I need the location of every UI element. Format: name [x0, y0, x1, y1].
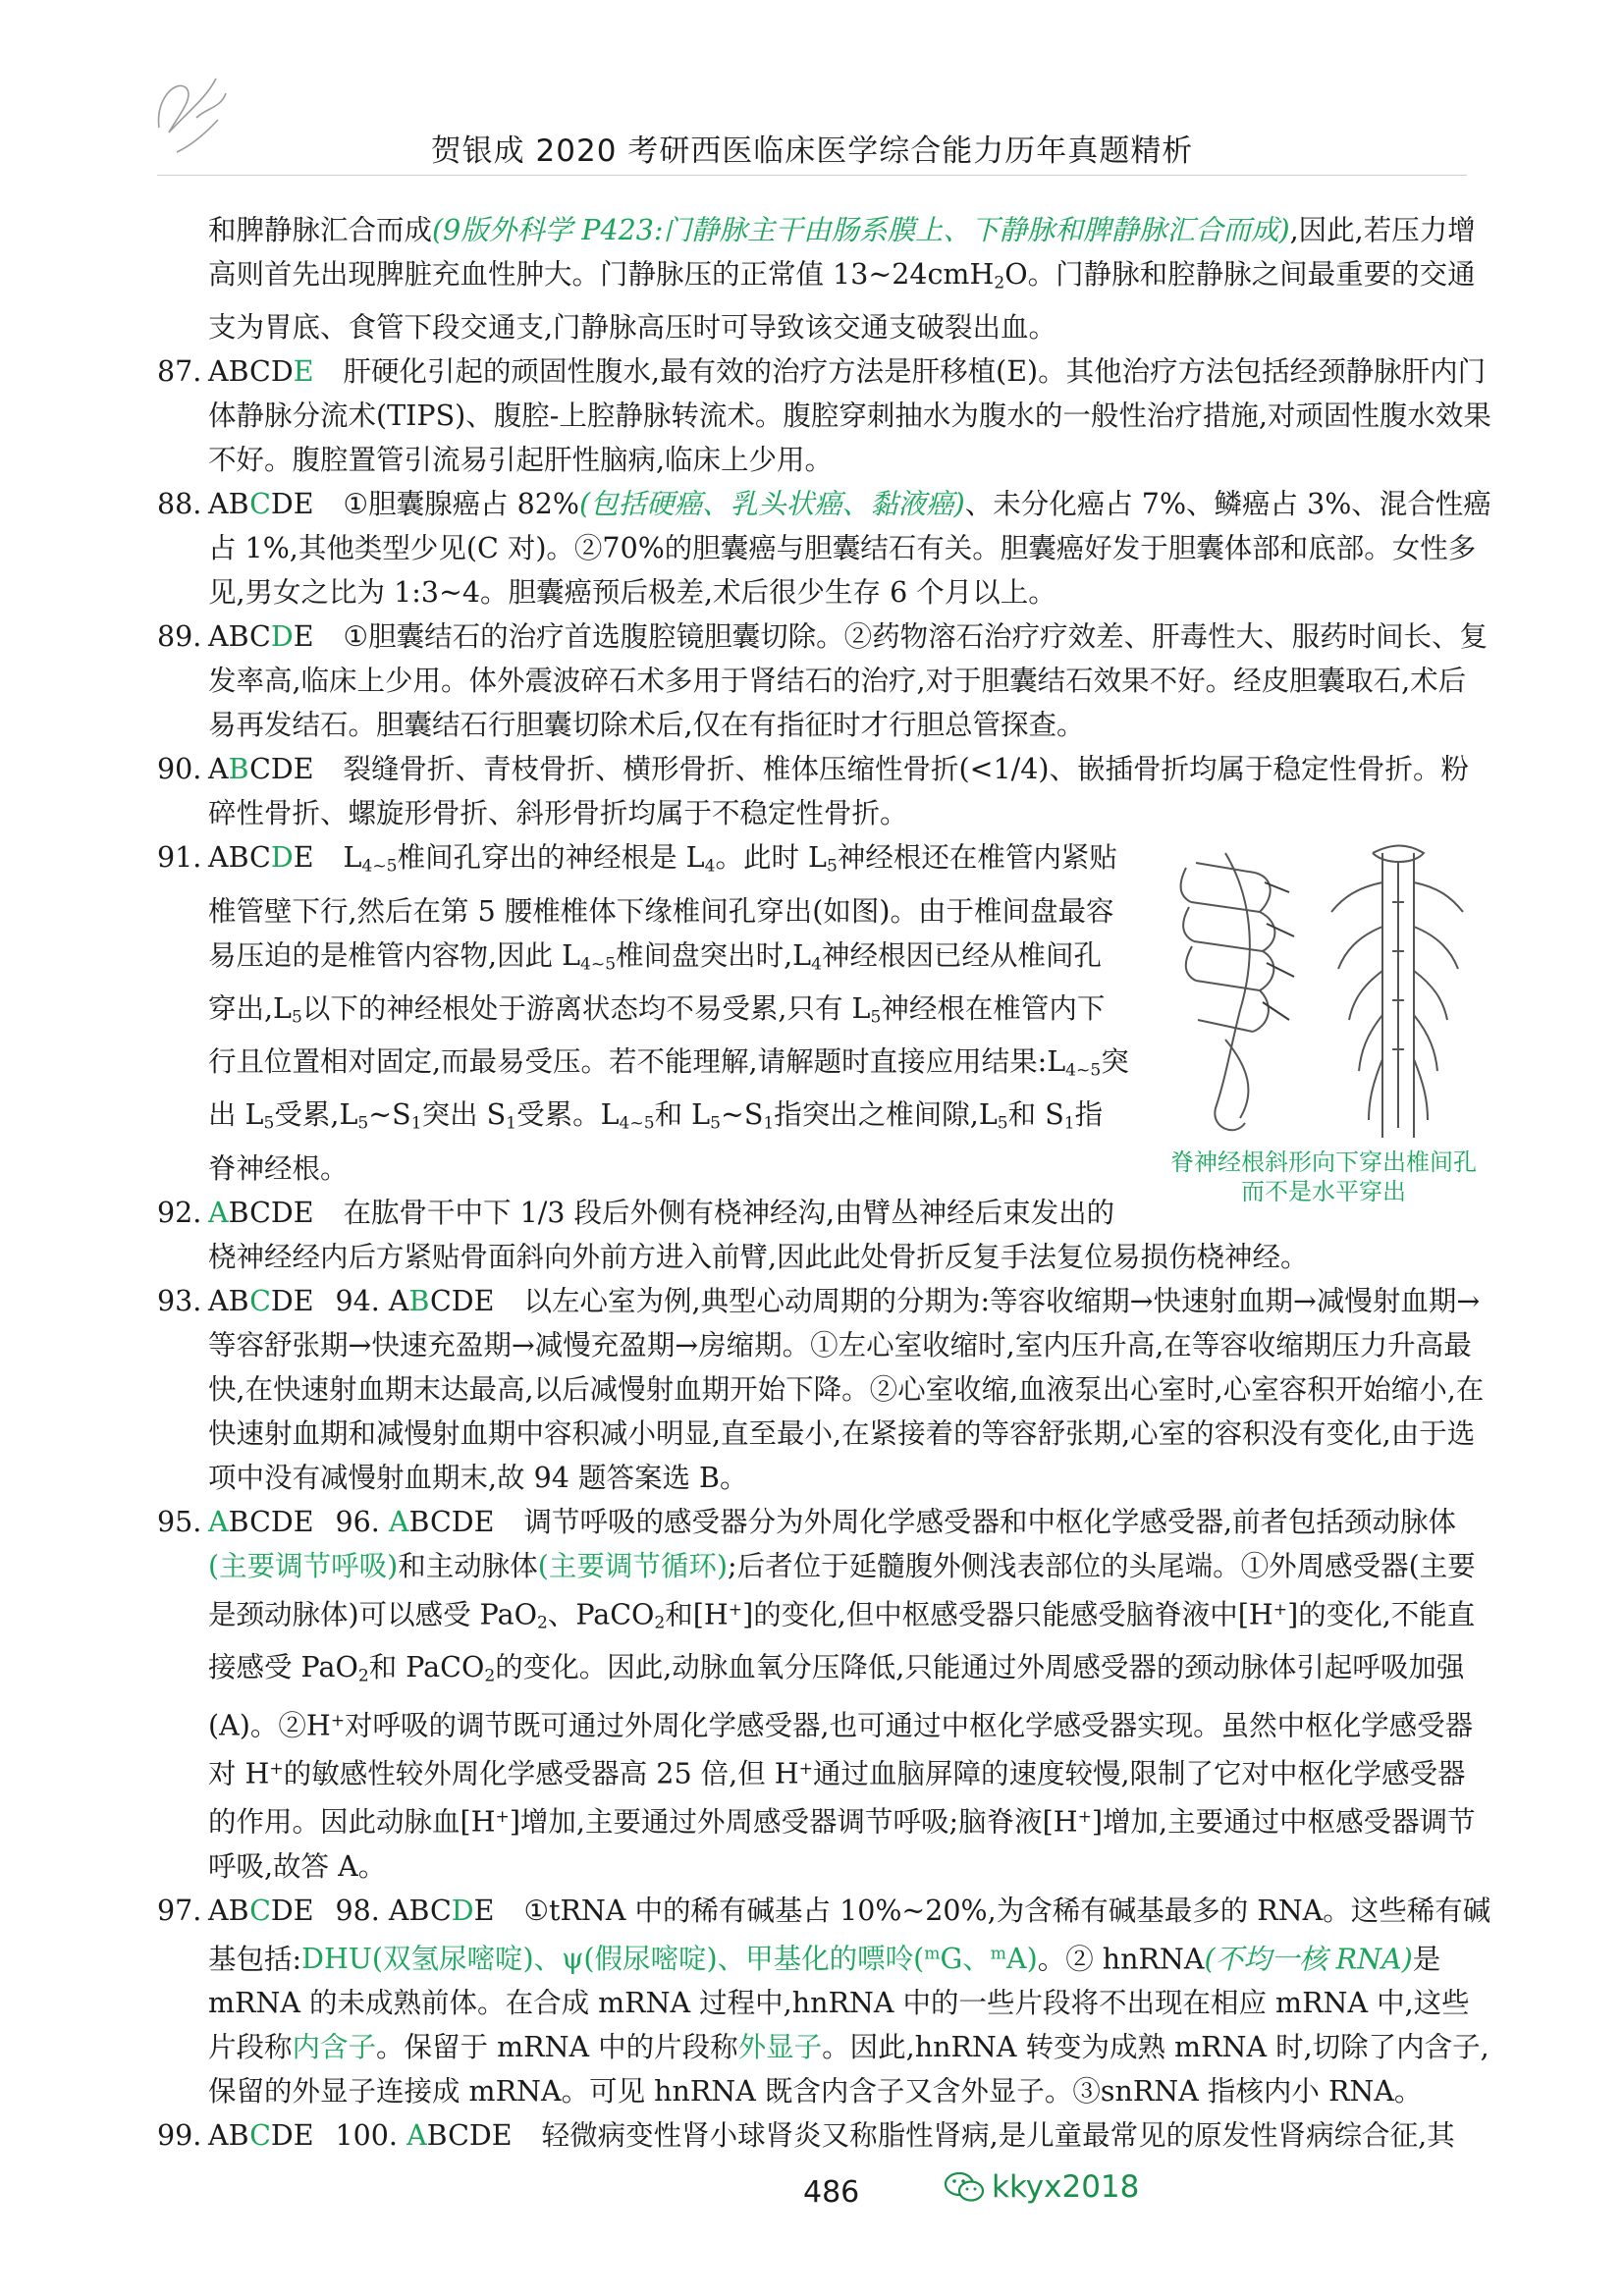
correct-answer: B	[228, 753, 250, 786]
green-highlight: 内含子	[292, 2031, 377, 2064]
question-number: 91.	[157, 841, 202, 875]
answer-options: ABCDE	[208, 620, 314, 654]
answer-options-2: ABCDE	[388, 1505, 495, 1538]
wechat-icon	[943, 2170, 986, 2204]
correct-answer: C	[249, 488, 271, 521]
correct-answer: E	[293, 355, 314, 389]
figure-caption: 脊神经根斜形向下穿出椎间孔 而不是水平穿出	[1170, 1148, 1477, 1206]
correct-answer: C	[249, 1894, 271, 1927]
answer-options-2: ABCDE	[406, 2119, 513, 2153]
question-93-94: 93. ABCDE 94. ABCDE 以左心室为例,典型心动周期的分期为:等容收缩期→快速射血期→减慢射血期→等容舒张期→快速充盈期→减慢充盈期→房缩期。①左心室收缩时,室内压升高,在等容收缩期压力升高最快,在快速射血期末达最高,以后减慢射血期开始下降。②心室收缩,血液泵出心室时,心室容积开始缩小,在快速射血期和减慢射血期中容积减小明显,直至最小,在紧接着的等容舒张期,心室的容积没有变化,由于选项中没有减慢射血期末,故 94 题答案选 B。	[157, 1279, 1492, 1500]
question-91: 91. ABCDE $L_{4\sim 5}$椎间孔穿出的神经根是 $L_4$。此时 $L_5$神经根还在椎管内紧贴椎管壁下行,然后在第 5 腰椎椎体下缘椎间孔穿出(如图)。由于椎间盘最容易压迫的是椎管内容物,因此 $L_{4\sim 5}$椎间盘突出时$,L_4$神经根因已经从椎间孔穿出$,L_5$以下的神经根处于游离状态均不易受累,只有 $L_5$神经根在椎管内下行且位置相对固定,而最易受压。若不能理解,请解题时直接应用结果$:L_{4\sim 5}$突出 $L_5$受累$,L_5\sim S_1$突出 $S_1$受累。$L_{4\sim 5}$和 $L_5\sim S_1$指突出之椎间隙$,L_5$和 $S_1$指脊神经根。	[157, 835, 1492, 1190]
question-number-2: 96.	[335, 1505, 380, 1538]
answer-options: ABCDE	[208, 753, 314, 786]
question-number: 95.	[157, 1505, 202, 1538]
correct-answer: A	[208, 1505, 229, 1538]
correct-answer-2: D	[451, 1894, 474, 1927]
watermark	[943, 2169, 1139, 2205]
page-number: 486	[803, 2175, 860, 2210]
question-95-96: 95. ABCDE 96. ABCDE 调节呼吸的感受器分为外周化学感受器和中枢化学感受器,前者包括颈动脉体(主要调节呼吸)和主动脉体(主要调节循环);后者位于延髓腹外侧浅表部位的头尾端。①外周感受器(主要是颈动脉体)可以感受 PaO$_2$、PaCO$_2$和[H+]的变化,但中枢感受器只能感受脑脊液中[H+]的变化,不能直接感受 PaO$_2$和 PaCO$_2$的变化。因此,动脉血氧分压降低,只能通过外周感受器的颈动脉体引起呼吸加强(A)。②H+对呼吸的调节既可通过外周化学感受器,也可通过中枢化学感受器实现。虽然中枢化学感受器对 H+的敏感性较外周化学感受器高 25 倍,但 H+通过血脑屏障的速度较慢,限制了它对中枢化学感受器的作用。因此动脉血[H+]增加,主要通过外周感受器调节呼吸;脑脊液[H+]增加,主要通过中枢感受器调节呼吸,故答 A。	[157, 1500, 1492, 1889]
answer-options: ABCDE	[208, 2119, 314, 2153]
answer-options: ABCDE	[208, 1284, 314, 1317]
textbook-note: (不均一核 RNA)	[1204, 1943, 1413, 1976]
answer-explanations	[157, 208, 1492, 2158]
answer-options: ABCDE	[208, 1196, 314, 1229]
question-number-2: 100.	[335, 2119, 398, 2153]
answer-options-2: ABCDE	[388, 1894, 495, 1927]
question-87: 87. ABCDE 肝硬化引起的顽固性腹水,最有效的治疗方法是肝移植(E)。其他治疗方法包括经颈静脉肝内门体静脉分流术(TIPS)、腹腔-上腔静脉转流术。腹腔穿刺抽水为腹水的一般性治疗措施,对顽固性腹水效果不好。腹腔置管引流易引起肝性脑病,临床上少用。	[157, 349, 1492, 482]
page-header-title: 贺银成 2020 考研西医临床医学综合能力历年真题精析	[430, 133, 1194, 169]
question-number: 97.	[157, 1894, 202, 1927]
intro-paragraph: 和脾静脉汇合而成(9版外科学 P423:门静脉主干由肠系膜上、下静脉和脾静脉汇合而成),因此,若压力增高则首先出现脾脏充血性肿大。门静脉压的正常值 13~24cmH$_2$O。门静脉和腔静脉之间最重要的交通支为胃底、食管下段交通支,门静脉高压时可导致该交通支破裂出血。	[208, 214, 1476, 345]
correct-answer: C	[249, 2119, 271, 2153]
question-88: 88. ABCDE ①胆囊腺癌占 82%(包括硬癌、乳头状癌、黏液癌)、未分化癌占 7%、鳞癌占 3%、混合性癌占 1%,其他类型少见(C 对)。②70%的胆囊癌与胆囊结石有关。胆囊癌好发于胆囊体部和底部。女性多见,男女之比为 1:3~4。胆囊癌预后极差,术后很少生存 6 个月以上。	[157, 482, 1492, 614]
question-99-100: 99. ABCDE 100. ABCDE 轻微病变性肾小球肾炎又称脂性肾病,是儿童最常见的原发性肾病综合征,其	[157, 2113, 1492, 2158]
header-divider	[157, 175, 1467, 176]
question-90: 90. ABCDE 裂缝骨折、青枝骨折、横形骨折、椎体压缩性骨折(<1/4)、嵌插骨折均属于稳定性骨折。粉碎性骨折、螺旋形骨折、斜形骨折均属于不稳定性骨折。	[157, 747, 1492, 835]
correct-answer-2: B	[408, 1284, 430, 1317]
answer-options: ABCDE	[208, 1505, 314, 1538]
answer-options: ABCDE	[208, 488, 314, 521]
answer-options: ABCDE	[208, 841, 314, 875]
correct-answer: A	[208, 1196, 229, 1229]
question-number: 88.	[157, 488, 202, 521]
answer-options: ABCDE	[208, 1894, 314, 1927]
textbook-note: (9版外科学 P423:门静脉主干由肠系膜上、下静脉和脾静脉汇合而成)	[432, 214, 1290, 246]
watermark-text: kkyx2018	[992, 2169, 1140, 2205]
question-number-2: 94.	[335, 1284, 380, 1317]
correct-answer: D	[270, 620, 294, 654]
green-note: (主要调节呼吸)	[208, 1549, 399, 1582]
textbook-note: (包括硬癌、乳头状癌、黏液癌)	[579, 488, 965, 521]
question-97-98: 97. ABCDE 98. ABCDE ①tRNA 中的稀有碱基占 10%~20%,为含稀有碱基最多的 RNA。这些稀有碱基包括:DHU(双氢尿嘧啶)、ψ(假尿嘧啶)、甲基化的嘌呤($^m$G、$^m$A)。② hnRNA(不均一核 RNA)是 mRNA 的未成熟前体。在合成 mRNA 过程中,hnRNA 中的一些片段将不出现在相应 mRNA 中,这些片段称内含子。保留于 mRNA 中的片段称外显子。因此,hnRNA 转变为成熟 mRNA 时,切除了内含子,保留的外显子连接成 mRNA。可见 hnRNA 既含内含子又含外显子。③snRNA 指核内小 RNA。	[157, 1889, 1492, 2113]
answer-options: ABCDE	[208, 355, 314, 389]
green-highlight: 外显子	[737, 2031, 823, 2064]
correct-answer: D	[270, 841, 294, 875]
correct-answer: C	[249, 1284, 271, 1317]
correct-answer-2: A	[388, 1505, 409, 1538]
question-92: 92. ABCDE 在肱骨干中下 1/3 段后外侧有桡神经沟,由臂丛神经后束发出的桡神经经内后方紧贴骨面斜向外前方进入前臂,因此此处骨折反复手法复位易损伤桡神经。	[157, 1191, 1492, 1279]
question-number-2: 98.	[335, 1894, 380, 1927]
question-number: 99.	[157, 2119, 202, 2153]
answer-options-2: ABCDE	[388, 1284, 495, 1317]
green-highlight: DHU(双氢尿嘧啶)、ψ(假尿嘧啶)、甲基化的嘌呤($^m$G、$^m$A)	[301, 1943, 1038, 1976]
question-number: 93.	[157, 1284, 202, 1317]
question-number: 89.	[157, 620, 202, 654]
correct-answer-2: A	[406, 2119, 427, 2153]
question-number: 92.	[157, 1196, 202, 1229]
green-note: (主要调节循环)	[537, 1549, 729, 1582]
question-89: 89. ABCDE ①胆囊结石的治疗首选腹腔镜胆囊切除。②药物溶石治疗疗效差、肝毒性大、服药时间长、复发率高,临床上少用。体外震波碎石术多用于肾结石的治疗,对于胆囊结石效果不好。经皮胆囊取石,术后易再发结石。胆囊结石行胆囊切除术后,仅在有指征时才行胆总管探查。	[157, 614, 1492, 747]
question-number: 87.	[157, 355, 202, 389]
question-number: 90.	[157, 753, 202, 786]
